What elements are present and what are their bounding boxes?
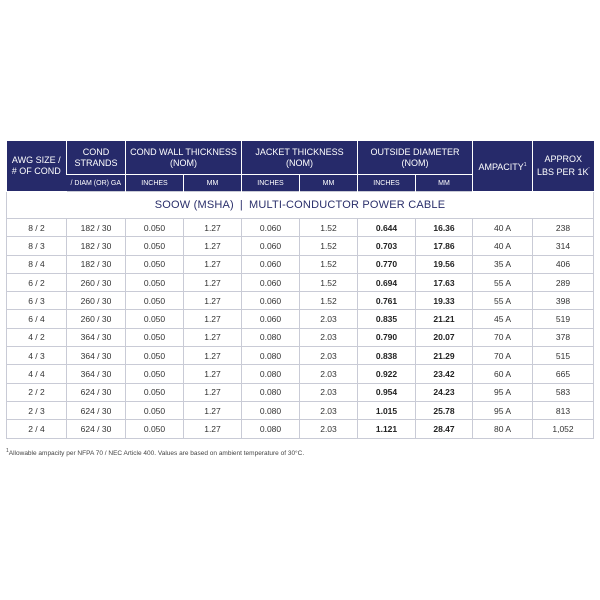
table-row [7,237,594,255]
ampacity-cell: 70 A [473,347,533,365]
lbs-cell: 519 [533,310,594,328]
od-inches-cell: 0.703 [358,237,416,255]
ampacity-cell: 95 A [473,383,533,401]
wall-inches-cell: 0.050 [126,273,184,291]
wall-inches-cell: 0.050 [126,328,184,346]
awg-cell: 6 / 3 [7,292,67,310]
header-od: OUTSIDE DIAMETER (NOM) [358,141,473,175]
strands-cell: 364 / 30 [67,347,126,365]
subheader-od-mm: MM [416,175,473,192]
table-row [7,292,594,310]
od-inches-cell: 0.838 [358,347,416,365]
wall-mm-cell: 1.27 [184,383,242,401]
od-mm-cell: 23.42 [416,365,473,383]
od-inches-cell: 0.761 [358,292,416,310]
wall-inches-cell: 0.050 [126,219,184,237]
wall-mm-cell: 1.27 [184,310,242,328]
ampacity-cell: 55 A [473,273,533,291]
jacket-inches-cell: 0.080 [242,328,300,346]
awg-cell: 2 / 4 [7,420,67,438]
title-left: SOOW (MSHA) [154,199,234,211]
ampacity-cell: 35 A [473,255,533,273]
lbs-cell: 314 [533,237,594,255]
jacket-inches-cell: 0.080 [242,347,300,365]
jacket-mm-cell: 2.03 [300,365,358,383]
subheader-jacket-mm: MM [300,175,358,192]
table-row [7,383,594,401]
jacket-mm-cell: 1.52 [300,273,358,291]
header-lbs-sup: ' [588,167,590,173]
ampacity-cell: 60 A [473,365,533,383]
od-inches-cell: 0.954 [358,383,416,401]
strands-cell: 260 / 30 [67,292,126,310]
od-mm-cell: 21.29 [416,347,473,365]
table-row [7,420,594,438]
header-row [7,141,594,175]
ampacity-cell: 55 A [473,292,533,310]
wall-mm-cell: 1.27 [184,255,242,273]
lbs-cell: 378 [533,328,594,346]
awg-cell: 6 / 2 [7,273,67,291]
awg-cell: 8 / 2 [7,219,67,237]
od-mm-cell: 21.21 [416,310,473,328]
jacket-mm-cell: 2.03 [300,420,358,438]
ampacity-cell: 80 A [473,420,533,438]
table-header [7,141,594,192]
wall-inches-cell: 0.050 [126,401,184,419]
awg-cell: 2 / 2 [7,383,67,401]
od-inches-cell: 0.790 [358,328,416,346]
jacket-mm-cell: 1.52 [300,237,358,255]
wall-inches-cell: 0.050 [126,347,184,365]
wall-mm-cell: 1.27 [184,219,242,237]
lbs-cell: 1,052 [533,420,594,438]
ampacity-cell: 40 A [473,219,533,237]
awg-cell: 6 / 4 [7,310,67,328]
od-inches-cell: 0.694 [358,273,416,291]
table-row [7,401,594,419]
lbs-cell: 238 [533,219,594,237]
strands-cell: 364 / 30 [67,365,126,383]
table-row [7,365,594,383]
jacket-mm-cell: 2.03 [300,310,358,328]
jacket-inches-cell: 0.060 [242,219,300,237]
jacket-inches-cell: 0.060 [242,273,300,291]
title-separator: | [239,199,243,211]
wall-inches-cell: 0.050 [126,383,184,401]
strands-cell: 624 / 30 [67,383,126,401]
jacket-mm-cell: 2.03 [300,347,358,365]
od-mm-cell: 24.23 [416,383,473,401]
wall-inches-cell: 0.050 [126,237,184,255]
jacket-inches-cell: 0.060 [242,255,300,273]
od-inches-cell: 0.922 [358,365,416,383]
strands-cell: 364 / 30 [67,328,126,346]
awg-cell: 8 / 4 [7,255,67,273]
lbs-cell: 289 [533,273,594,291]
od-inches-cell: 0.644 [358,219,416,237]
subheader-jacket-inches: INCHES [242,175,300,192]
title-row [7,192,594,219]
od-mm-cell: 17.63 [416,273,473,291]
subheader-strands: / DIAM (OR) GA [67,175,126,192]
title-section [7,192,594,219]
subheader-wall-mm: MM [184,175,242,192]
strands-cell: 260 / 30 [67,310,126,328]
lbs-cell: 406 [533,255,594,273]
od-mm-cell: 16.36 [416,219,473,237]
cable-spec-sheet [6,141,593,439]
strands-cell: 260 / 30 [67,273,126,291]
wall-inches-cell: 0.050 [126,292,184,310]
wall-mm-cell: 1.27 [184,328,242,346]
awg-cell: 2 / 3 [7,401,67,419]
wall-inches-cell: 0.050 [126,420,184,438]
table-row [7,347,594,365]
od-inches-cell: 0.835 [358,310,416,328]
jacket-mm-cell: 1.52 [300,219,358,237]
spec-table [6,141,594,439]
wall-mm-cell: 1.27 [184,365,242,383]
jacket-mm-cell: 2.03 [300,383,358,401]
jacket-mm-cell: 2.03 [300,401,358,419]
jacket-inches-cell: 0.080 [242,383,300,401]
footnote [6,448,304,457]
od-mm-cell: 19.56 [416,255,473,273]
table-row [7,310,594,328]
lbs-cell: 665 [533,365,594,383]
lbs-cell: 813 [533,401,594,419]
awg-cell: 4 / 2 [7,328,67,346]
od-mm-cell: 25.78 [416,401,473,419]
lbs-cell: 583 [533,383,594,401]
header-ampacity-sup: 1 [523,161,527,168]
header-wall: COND WALL THICKNESS (NOM) [126,141,242,175]
table-title [7,192,594,219]
table-row [7,273,594,291]
subheader-wall-inches: INCHES [126,175,184,192]
footnote-mark: 1 [6,448,9,454]
awg-cell: 4 / 3 [7,347,67,365]
table-row [7,328,594,346]
od-inches-cell: 1.015 [358,401,416,419]
jacket-mm-cell: 2.03 [300,328,358,346]
ampacity-cell: 95 A [473,401,533,419]
wall-mm-cell: 1.27 [184,420,242,438]
strands-cell: 182 / 30 [67,219,126,237]
od-mm-cell: 19.33 [416,292,473,310]
table-row [7,255,594,273]
ampacity-cell: 45 A [473,310,533,328]
jacket-inches-cell: 0.080 [242,420,300,438]
awg-cell: 8 / 3 [7,237,67,255]
jacket-inches-cell: 0.080 [242,365,300,383]
jacket-mm-cell: 1.52 [300,255,358,273]
strands-cell: 182 / 30 [67,237,126,255]
jacket-inches-cell: 0.060 [242,237,300,255]
awg-cell: 4 / 4 [7,365,67,383]
wall-mm-cell: 1.27 [184,237,242,255]
ampacity-cell: 70 A [473,328,533,346]
header-jacket: JACKET THICKNESS (NOM) [242,141,358,175]
wall-mm-cell: 1.27 [184,347,242,365]
od-inches-cell: 1.121 [358,420,416,438]
title-right: MULTI-CONDUCTOR POWER CABLE [248,199,446,211]
ampacity-cell: 40 A [473,237,533,255]
table-body [7,219,594,439]
jacket-inches-cell: 0.080 [242,401,300,419]
lbs-cell: 398 [533,292,594,310]
table-row [7,219,594,237]
od-mm-cell: 20.07 [416,328,473,346]
strands-cell: 182 / 30 [67,255,126,273]
wall-mm-cell: 1.27 [184,273,242,291]
jacket-inches-cell: 0.060 [242,292,300,310]
jacket-inches-cell: 0.060 [242,310,300,328]
header-lbs [533,141,594,192]
wall-inches-cell: 0.050 [126,255,184,273]
subheader-od-inches: INCHES [358,175,416,192]
wall-inches-cell: 0.050 [126,310,184,328]
footnote-text: Allowable ampacity per NFPA 70 / NEC Article 400. Values are based on ambient temperature of 30°C. [8,450,305,458]
header-ampacity [473,141,533,192]
wall-inches-cell: 0.050 [126,365,184,383]
od-mm-cell: 28.47 [416,420,473,438]
od-inches-cell: 0.770 [358,255,416,273]
strands-cell: 624 / 30 [67,401,126,419]
header-strands: COND STRANDS [67,141,126,175]
header-ampacity-label: AMPACITY [478,161,524,172]
lbs-cell: 515 [533,347,594,365]
header-awg: AWG SIZE / # OF COND [7,141,67,192]
strands-cell: 624 / 30 [67,420,126,438]
od-mm-cell: 17.86 [416,237,473,255]
wall-mm-cell: 1.27 [184,401,242,419]
header-lbs-label: APPROX LBS PER 1K [537,154,589,177]
jacket-mm-cell: 1.52 [300,292,358,310]
wall-mm-cell: 1.27 [184,292,242,310]
